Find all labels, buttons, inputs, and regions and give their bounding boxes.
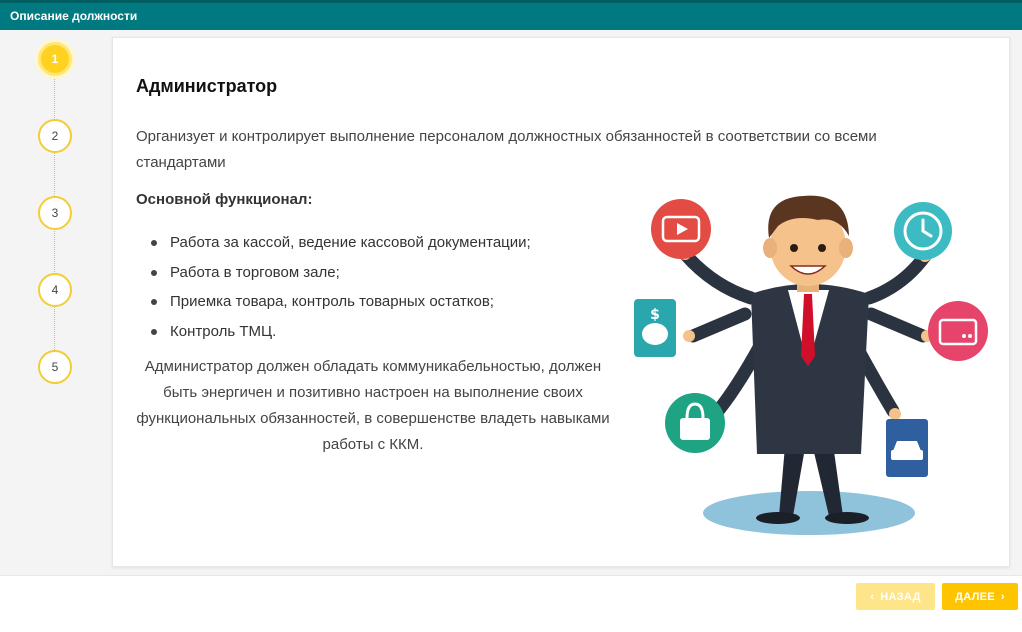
shopping-bag-body — [680, 418, 710, 440]
step-1[interactable]: 1 — [38, 42, 72, 76]
function-item: Приемка товара, контроль товарных остатков; — [170, 287, 531, 317]
function-item: Работа в торговом зале; — [170, 258, 531, 288]
administrator-illustration — [633, 186, 991, 541]
arm — [685, 254, 751, 298]
chevron-right-icon: › — [1000, 590, 1005, 603]
content-card — [112, 37, 1010, 567]
functions-title: Основной функционал: — [136, 191, 313, 208]
functions-list — [170, 228, 531, 346]
function-item: Контроль ТМЦ. — [170, 317, 531, 347]
next-button[interactable] — [942, 583, 1018, 610]
ear — [839, 238, 853, 258]
ear — [763, 238, 777, 258]
title-bar — [0, 0, 1022, 30]
window-title: Описание должности — [10, 9, 138, 23]
job-title: Администратор — [136, 76, 278, 96]
function-item: Работа за кассой, ведение кассовой документации; — [170, 228, 531, 258]
requirements-text: Администратор должен обладать коммуникабельностью, должен быть энергичен и позитивно настроен на выполнение своих функциональных обязанностей, в совершенстве владеть навыками работы с ККМ. — [136, 358, 610, 453]
back-button[interactable] — [856, 583, 935, 610]
next-button-label: ДАЛЕЕ — [955, 590, 995, 603]
step-navigator — [0, 30, 110, 575]
step-5[interactable]: 5 — [38, 350, 72, 384]
step-4[interactable]: 4 — [38, 273, 72, 307]
back-button-label: НАЗАД — [880, 590, 921, 603]
credit-card-icon — [928, 301, 988, 361]
arm — [869, 256, 925, 298]
hand — [683, 330, 695, 342]
eye — [818, 244, 826, 252]
svg-text:$: $ — [650, 307, 660, 323]
hand — [889, 408, 901, 420]
piggy-bank-body — [642, 323, 668, 345]
car-icon-body — [891, 450, 923, 460]
floor-shadow — [703, 491, 915, 535]
car-icon-roof — [893, 441, 921, 451]
arm — [693, 314, 745, 336]
shoe — [825, 512, 869, 524]
eye — [790, 244, 798, 252]
chevron-left-icon: ‹ — [870, 590, 875, 603]
shoe — [756, 512, 800, 524]
footer-bar — [0, 575, 1022, 632]
step-2[interactable]: 2 — [38, 119, 72, 153]
step-3[interactable]: 3 — [38, 196, 72, 230]
job-description: Организует и контролирует выполнение персоналом должностных обязанностей в соответствии со всеми стандартами — [136, 128, 877, 171]
arm — [871, 314, 923, 336]
